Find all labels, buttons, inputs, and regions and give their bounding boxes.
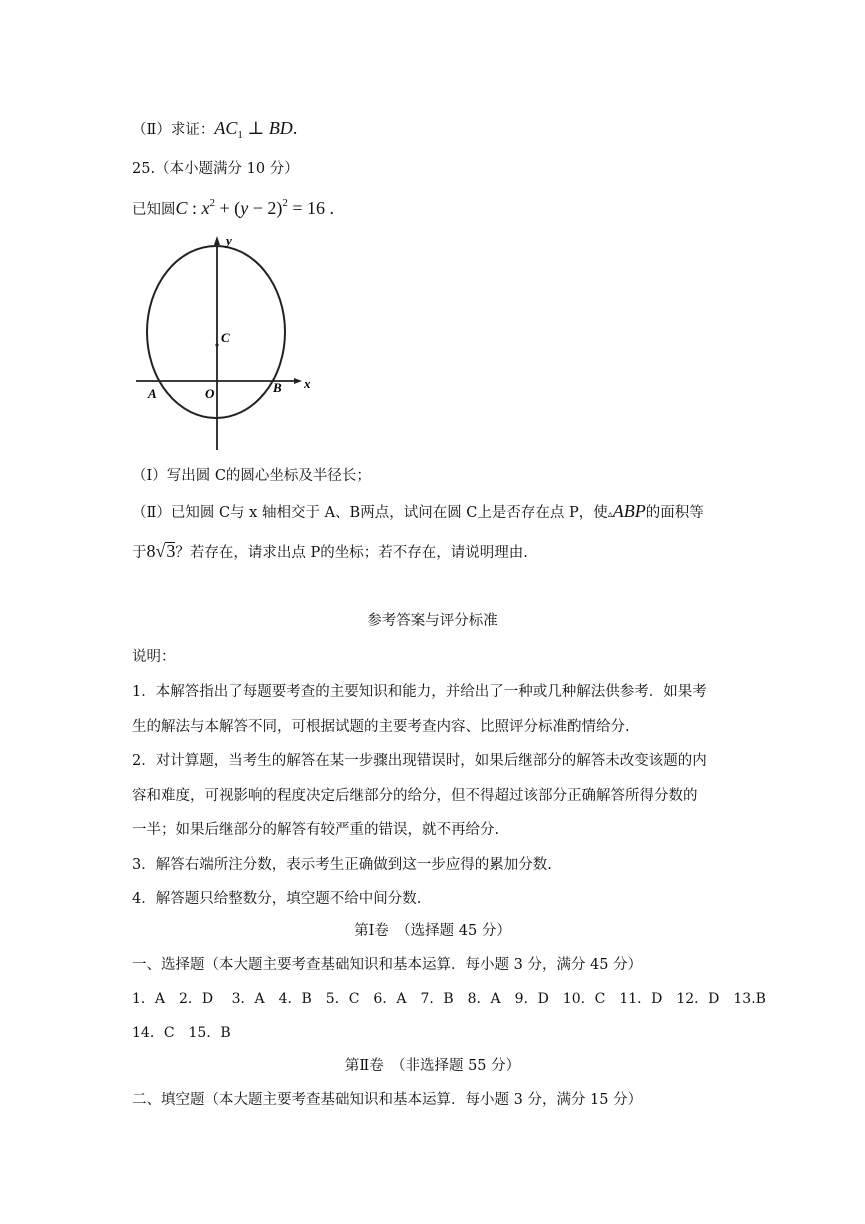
q25-part1: （Ⅰ）写出圆 C的圆心坐标及半径长； [132, 468, 371, 484]
q24-formula: $AC_1$ ⊥ BD. [214, 118, 298, 141]
note2-line3: 一半；如果后继部分的解答有较严重的错误，就不再给分. [132, 822, 500, 838]
x-axis-arrow-icon [294, 378, 302, 384]
q24-part2-label: （Ⅱ）求证： [132, 122, 215, 138]
label-x: x [304, 376, 311, 391]
q25-heading: 25.（本小题满分 10 分） [132, 161, 299, 177]
note-label: 说明： [132, 649, 176, 665]
label-a: A [148, 386, 157, 401]
y-axis-arrow-icon [214, 236, 220, 245]
note2-line1: 2．对计算题，当考生的解答在某一步骤出现错误时，如果后继部分的解答未改变该题的内 [132, 753, 707, 769]
circle-diagram [130, 232, 330, 457]
section2-heading: 二、填空题（本大题主要考查基础知识和基本运算．每小题 3 分，满分 15 分） [132, 1092, 643, 1108]
note4: 4．解答题只给整数分，填空题不给中间分数. [132, 891, 422, 907]
triangle-abp: ABP [612, 501, 646, 521]
q24-part2 [132, 118, 297, 140]
q25-part2-line2: 于8√3？若存在，请求出点 P的坐标；若不存在，请说明理由. [132, 541, 528, 561]
triangle-icon: ▵ [607, 509, 613, 520]
note1-line1: 1．本解答指出了每题要考查的主要知识和能力，并给出了一种或几种解法供参考．如果考 [132, 684, 707, 700]
q25-given: 已知圆C : $x^2 + (y - 2)^2 = 16$ . [132, 197, 334, 218]
answers-title: 参考答案与评分标准 [367, 613, 498, 629]
section1-heading: 一、选择题（本大题主要考查基础知识和基本运算．每小题 3 分，满分 45 分） [132, 957, 643, 973]
circle-equation: C : $x^2 + (y - 2)^2 = 16$ . [175, 197, 334, 218]
note2-line2: 容和难度，可视影响的程度决定后继部分的给分，但不得超过该部分正确解答所得分数的 [132, 788, 698, 804]
vol2-title: 第Ⅱ卷 （非选择题 55 分） [344, 1058, 521, 1074]
center-point [215, 343, 218, 346]
answers-row1: 1．A 2．D 3．A 4．B 5．C 6．A 7．B 8．A 9．D 10．C 11．D 12．D 13.B [132, 991, 766, 1007]
note1-line2: 生的解法与本解答不同，可根据试题的主要考查内容、比照评分标准酌情给分. [132, 719, 630, 735]
label-o: O [205, 386, 215, 401]
q25-part2-line1: （Ⅱ）已知圆 C与 x 轴相交于 A、B两点，试问在圆 C上是否存在点 P，使▵ABP的面积等 [132, 501, 704, 521]
circle-c [147, 246, 285, 418]
label-c: C [221, 330, 230, 345]
area-value: 8√3 [146, 541, 176, 561]
label-b: B [273, 380, 282, 395]
label-y: y [226, 233, 232, 248]
vol1-title: 第Ⅰ卷 （选择题 45 分） [354, 923, 511, 939]
answers-row2: 14．C 15．B [132, 1025, 231, 1041]
sqrt-icon: √ [155, 541, 166, 561]
note3: 3．解答右端所注分数，表示考生正确做到这一步应得的累加分数. [132, 857, 552, 873]
